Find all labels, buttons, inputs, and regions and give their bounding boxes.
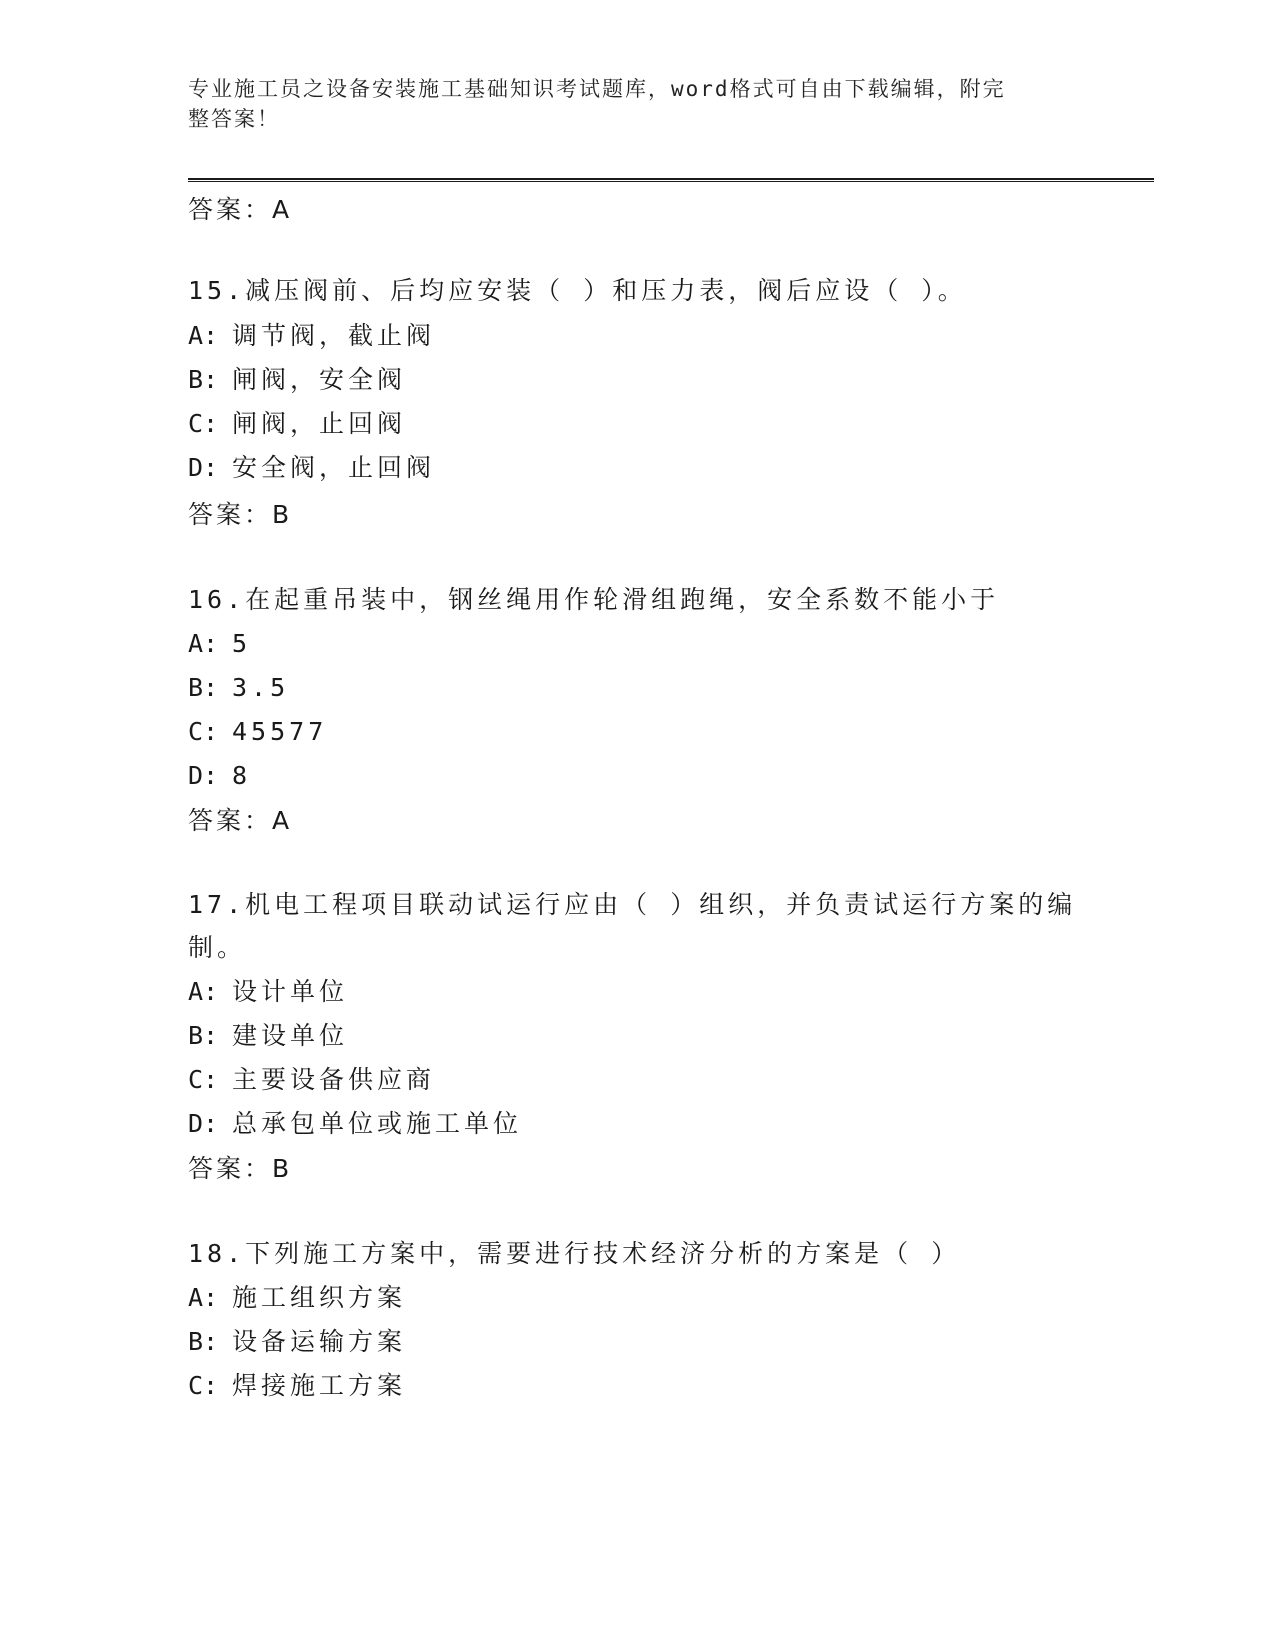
option-label: D:: [188, 1109, 219, 1138]
header-line-2: 整答案！: [188, 107, 280, 131]
option-label: D:: [188, 453, 219, 482]
question-18-stem: 18.下列施工方案中，需要进行技术经济分析的方案是（ ）: [188, 1239, 961, 1268]
question-15-option-b: [188, 364, 406, 396]
option-text: 设备运输方案: [232, 1327, 407, 1356]
option-label: B:: [188, 673, 219, 702]
option-label: B:: [188, 1327, 219, 1356]
question-17-option-b: [188, 1020, 348, 1052]
option-label: A:: [188, 321, 219, 350]
option-label: A:: [188, 629, 219, 658]
option-text: 3.5: [232, 673, 290, 702]
question-17-stem-line-1: 17.机电工程项目联动试运行应由（ ）组织，并负责试运行方案的编: [188, 890, 1077, 919]
question-16-option-a: [188, 628, 251, 660]
option-label: B:: [188, 1021, 219, 1050]
question-15-stem: 15.减压阀前、后均应安装（ ）和压力表，阀后应设（ ）。: [188, 276, 967, 305]
option-label: C:: [188, 1065, 219, 1094]
option-label: C:: [188, 717, 219, 746]
question-18-option-b: [188, 1326, 406, 1358]
option-text: 45577: [232, 717, 328, 746]
question-16-option-c: [188, 716, 327, 748]
question-17-option-d: [188, 1108, 522, 1140]
option-text: 5: [232, 629, 252, 658]
option-text: 设计单位: [232, 977, 349, 1006]
question-16-answer: 答案：A: [188, 806, 293, 835]
option-text: 调节阀，截止阀: [232, 321, 436, 350]
option-label: B:: [188, 365, 219, 394]
option-label: A:: [188, 977, 219, 1006]
option-text: 闸阀，安全阀: [232, 365, 407, 394]
option-text: 主要设备供应商: [232, 1065, 436, 1094]
answer-previous: 答案：A: [188, 195, 293, 224]
option-text: 施工组织方案: [232, 1283, 407, 1312]
question-16-option-b: [188, 672, 289, 704]
question-17-option-a: [188, 976, 348, 1008]
option-text: 8: [232, 761, 252, 790]
question-17-stem-line-2: 制。: [188, 933, 247, 962]
question-15-answer: 答案：B: [188, 500, 293, 529]
question-17-answer: 答案：B: [188, 1154, 293, 1183]
option-text: 焊接施工方案: [232, 1371, 407, 1400]
question-15-option-a: [188, 320, 435, 352]
header-divider: [188, 178, 1154, 182]
option-label: A:: [188, 1283, 219, 1312]
option-label: D:: [188, 761, 219, 790]
document-header: [188, 74, 1068, 134]
option-text: 总承包单位或施工单位: [232, 1109, 523, 1138]
question-16-option-d: [188, 760, 251, 792]
option-text: 建设单位: [232, 1021, 349, 1050]
option-label: C:: [188, 409, 219, 438]
option-text: 安全阀，止回阀: [232, 453, 436, 482]
question-17-option-c: [188, 1064, 435, 1096]
question-15-option-d: [188, 452, 435, 484]
option-text: 闸阀，止回阀: [232, 409, 407, 438]
question-18-option-c: [188, 1370, 406, 1402]
header-line-1: 专业施工员之设备安装施工基础知识考试题库，word格式可自由下载编辑，附完: [188, 77, 1006, 101]
question-18-option-a: [188, 1282, 406, 1314]
option-label: C:: [188, 1371, 219, 1400]
question-15-option-c: [188, 408, 406, 440]
question-16-stem: 16.在起重吊装中，钢丝绳用作轮滑组跑绳，安全系数不能小于: [188, 585, 1000, 614]
